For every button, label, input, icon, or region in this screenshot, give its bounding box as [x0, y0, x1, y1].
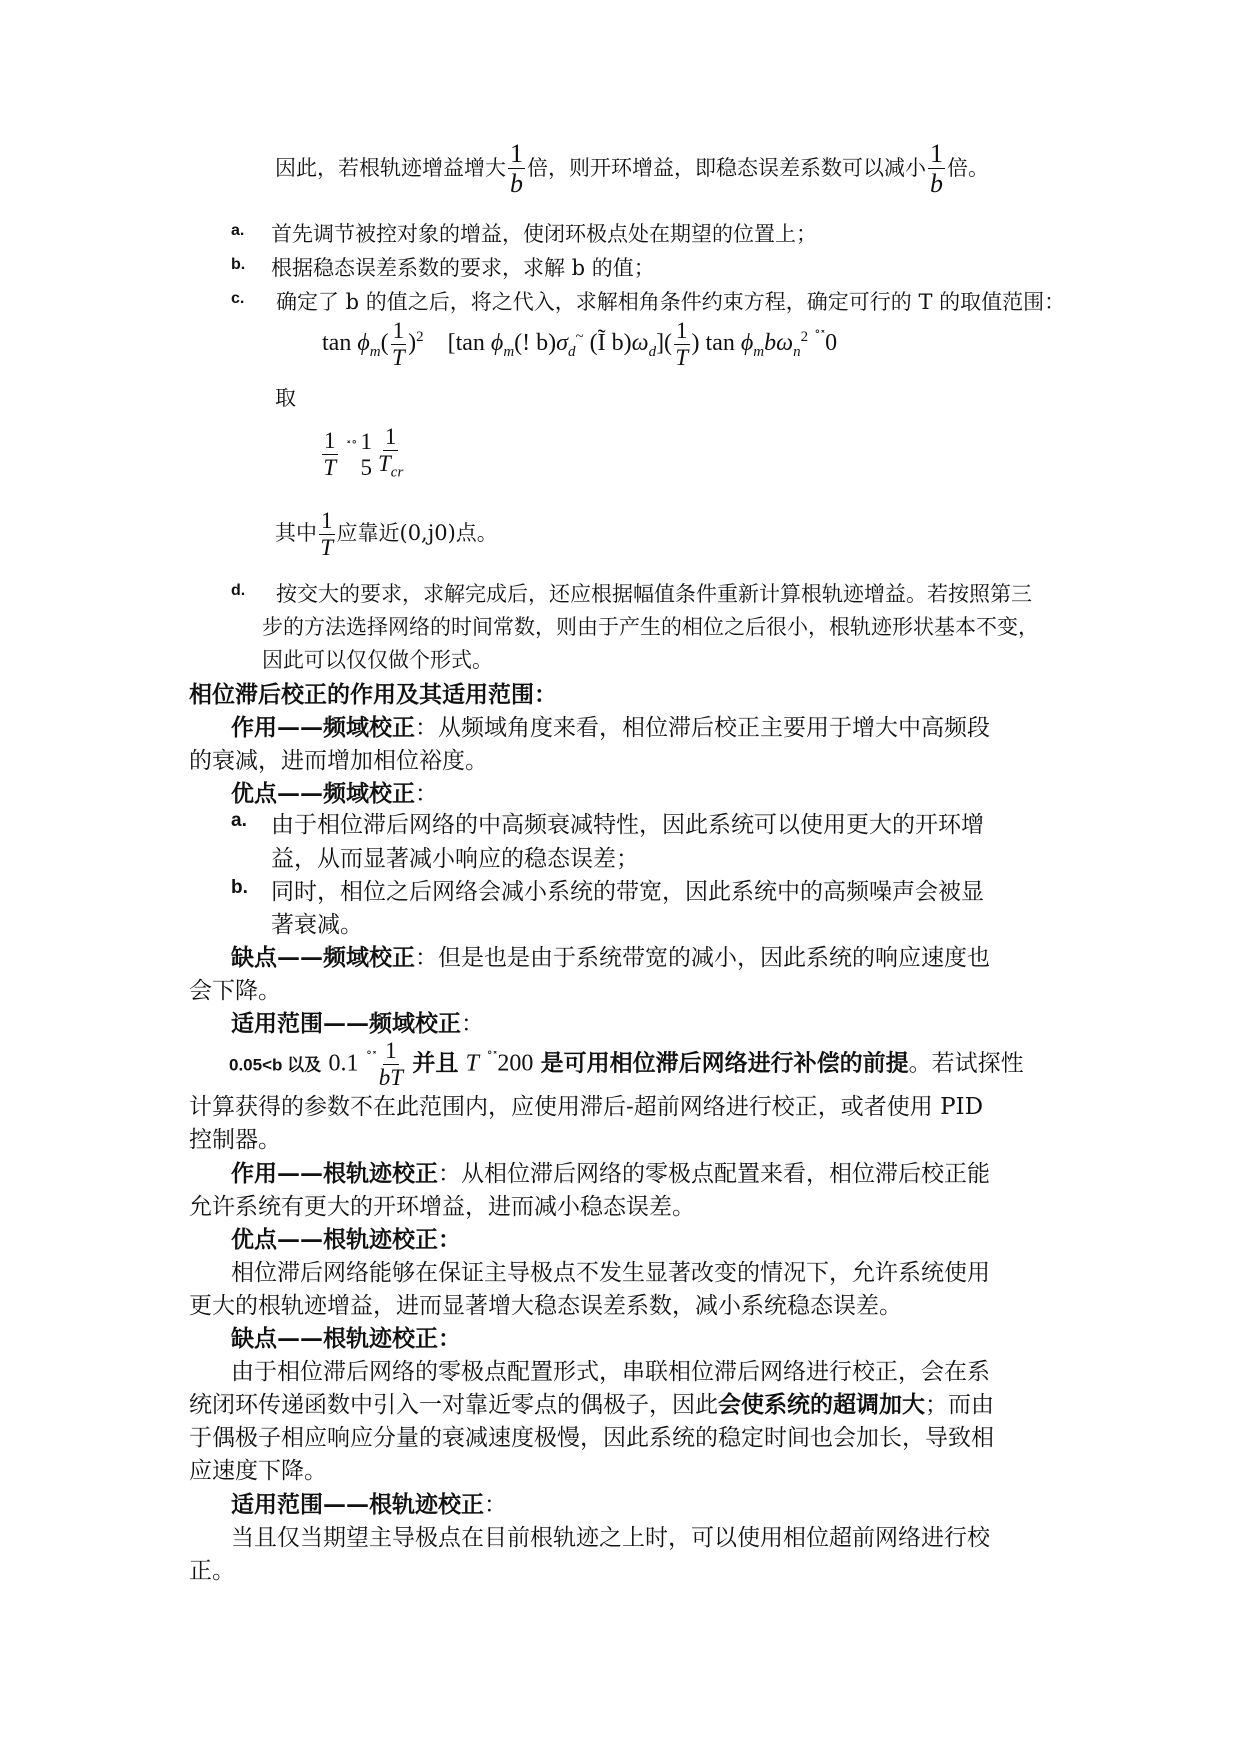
root-dis-line-4: 应速度下降。: [189, 1458, 327, 1484]
freq-adv-a-line-2: 益，从而显著减小响应的稳态误差；: [271, 846, 639, 872]
freq-adv-a-line-1: 由于相位滞后网络的中高频衰减特性，因此系统可以使用更大的开环增: [271, 812, 984, 838]
eq-omega-2: ω: [776, 330, 794, 357]
fraction-1-over-b: [508, 140, 525, 199]
step-d-line-3: 因此可以仅仅做个形式。: [262, 648, 493, 672]
step-b-label: b.: [231, 256, 246, 273]
eq-sup-2: 2: [416, 329, 424, 346]
fraction-denominator: bT: [378, 1065, 404, 1090]
fraction-numerator: 1: [324, 428, 336, 454]
root-scope-heading: 适用范围——根轨迹校正: [231, 1491, 484, 1518]
cond-relation-mark-2: ˚˟: [486, 1050, 498, 1066]
fraction-1-over-b-2: [928, 140, 945, 199]
eq2-T: T: [378, 451, 391, 476]
root-dis-line-2: [189, 1386, 994, 1419]
root-scope-line-2: 正。: [189, 1558, 235, 1584]
eq-fraction-1-over-T-2: [674, 318, 690, 371]
eq-sub-m: m: [369, 343, 381, 360]
fraction-numerator: 1: [360, 428, 372, 454]
eq2-fraction-1-over-tcr: [378, 424, 403, 486]
step-d-label: d.: [231, 582, 246, 599]
phase-constraint-equation: [322, 318, 837, 371]
freq-adv-heading-line: [231, 775, 438, 808]
eq2-sub-cr: cr: [390, 464, 404, 481]
freq-adv-b-line-1: 同时，相位之后网络会减小系统的带宽，因此系统中的高频噪声会被显: [271, 879, 984, 905]
fraction-denominator: T: [675, 345, 689, 370]
eq-phi-3: ϕ: [740, 330, 754, 357]
eq-phi: ϕ: [357, 330, 370, 357]
fraction-numerator: 1: [510, 139, 523, 168]
fraction-numerator: 1: [676, 318, 688, 343]
eq2-relation-mark: ˟˚: [345, 440, 357, 456]
eq-omega: ω: [631, 330, 649, 357]
fraction-denominator: T: [391, 345, 405, 370]
root-adv-line-1: 相位滞后网络能够在保证主导极点不发生显著改变的情况下，允许系统使用: [231, 1260, 990, 1286]
freq-adv-a-label: a.: [231, 810, 247, 831]
cond-and: 并且: [412, 1049, 459, 1077]
fraction-denominator: T: [320, 535, 334, 560]
eq-relation-mark: ˚˟: [814, 330, 826, 346]
intro-line: [275, 140, 989, 199]
root-effect-heading: 作用——根轨迹校正: [231, 1160, 438, 1187]
freq-scope-line-2: 计算获得的参数不在此范围内，应使用滞后-超前网络进行校正，或者使用 PID: [189, 1094, 984, 1120]
freq-scope-line-3: 控制器。: [189, 1127, 281, 1153]
root-effect-line-1: [231, 1155, 990, 1188]
fraction-numerator: 1: [392, 318, 405, 343]
fraction-denominator: 5: [360, 454, 372, 480]
eq2-fraction-1-over-5: [359, 429, 375, 481]
cond-relation-mark: ˚˟: [365, 1050, 377, 1066]
intro-text-2: 倍，则开环增益，即稳态误差系数可以减小: [527, 156, 926, 180]
root-scope-heading-line: [231, 1486, 507, 1519]
root-dis-heading: 缺点——根轨迹校正：: [231, 1325, 461, 1352]
step-a-text: 首先调节被控对象的增益，使闭环极点处在期望的位置上；: [271, 222, 817, 246]
freq-dis-line-2: 会下降。: [189, 978, 281, 1004]
freq-dis-line-1: [231, 939, 990, 972]
root-adv-heading: 优点——根轨迹校正：: [231, 1226, 461, 1253]
freq-scope-heading-line: [231, 1005, 484, 1038]
cond-T: T: [465, 1050, 480, 1077]
root-effect-text: ：从相位滞后网络的零极点配置来看，相位滞后校正能: [438, 1161, 990, 1187]
cond-bold-text: 是可用相位滞后网络进行补偿的前提: [540, 1049, 909, 1077]
eq-paren-close: ): [408, 330, 417, 357]
freq-dis-text: ：但是也是由于系统带宽的减小，因此系统的响应速度也: [415, 945, 990, 971]
freq-adv-colon: ：: [415, 781, 438, 807]
freq-adv-b-label: b.: [231, 877, 248, 898]
freq-adv-b-line-2: 著衰减。: [271, 912, 363, 938]
eq-b: b: [764, 330, 777, 357]
cond-fraction-1-over-bT: [379, 1038, 403, 1091]
eq-fraction-1-over-T: [391, 318, 407, 371]
eq-sub-d: d: [568, 343, 576, 360]
cond-value-2: 200: [497, 1050, 534, 1077]
note-suffix: 应靠近(0,j0)点。: [336, 521, 498, 545]
eq-tilde: ~: [575, 329, 584, 346]
cond-rest: 。若试探性: [908, 1050, 1024, 1077]
root-dis-text-a: 统闭环传递函数中引入一对靠近零点的偶极子，因此: [189, 1392, 718, 1418]
fraction-numerator: 1: [321, 508, 333, 533]
fraction-denominator: T: [323, 455, 337, 481]
root-scope-colon: ：: [484, 1492, 507, 1518]
step-d-line-2: 步的方法选择网络的时间常数，则由于产生的相位之后很小，根轨迹形状基本不变，: [262, 615, 1039, 639]
eq-sup-2b: 2: [800, 329, 809, 346]
eq-paren: (: [380, 330, 389, 357]
fraction-denominator: b: [930, 169, 943, 198]
eq-term-b-2: (Ĩ b): [583, 330, 632, 357]
root-scope-line-1: 当且仅当期望主导极点在目前根轨迹之上时，可以使用相位超前网络进行校: [231, 1525, 990, 1551]
fraction-numerator: 1: [930, 139, 943, 168]
freq-scope-condition: [229, 1038, 1024, 1091]
root-adv-line-2: 更大的根轨迹增益，进而显著增大稳态误差系数，减小系统稳态误差。: [189, 1293, 902, 1319]
cond-prefix: 0.05<b 以及: [229, 1055, 322, 1075]
take-label: 取: [275, 386, 296, 410]
freq-dis-heading: 缺点——频域校正: [231, 944, 415, 971]
eq-bracket-close: ](: [656, 330, 673, 357]
eq-bracket-tan: [tan: [447, 330, 485, 357]
t-choice-equation: [320, 424, 405, 486]
eq-sigma: σ: [556, 330, 568, 357]
fraction-denominator: b: [510, 169, 523, 198]
freq-effect-line-1: [231, 709, 990, 742]
root-dis-text-c: ；而由: [925, 1392, 994, 1418]
root-dis-line-1: 由于相位滞后网络的零极点配置形式，串联相位滞后网络进行校正，会在系: [231, 1359, 990, 1385]
section-title: 相位滞后校正的作用及其适用范围：: [189, 681, 557, 708]
freq-adv-heading: 优点——频域校正: [231, 780, 415, 807]
eq-term-b: (! b): [514, 330, 557, 357]
fraction-numerator: 1: [384, 424, 397, 449]
eq2-fraction-1-over-T: [322, 428, 338, 481]
fraction-denominator: [378, 451, 403, 486]
note-line: [275, 508, 498, 561]
eq-phi-2: ϕ: [490, 330, 504, 357]
eq-sub-m-3: m: [753, 343, 765, 360]
freq-scope-heading: 适用范围——频域校正: [231, 1010, 461, 1037]
step-a-label: a.: [231, 222, 245, 239]
eq-tan: tan: [322, 330, 352, 357]
cond-value-1: 0.1: [328, 1050, 359, 1077]
root-dis-line-3: 于偶极子相应响应分量的衰减速度极慢，因此系统的稳定时间也会加长，导致相: [189, 1425, 994, 1451]
step-d-line-1: 按交大的要求，求解完成后，还应根据幅值条件重新计算根轨迹增益。若按照第三: [276, 582, 1032, 606]
eq-sub-n: n: [793, 343, 801, 360]
step-c-label: c.: [231, 290, 245, 307]
intro-text-1: 因此，若根轨迹增益增大: [275, 156, 506, 180]
step-b-text: 根据稳态误差系数的要求，求解 b 的值；: [271, 256, 655, 280]
freq-effect-line-2: 的衰减，进而增加相位裕度。: [189, 748, 488, 774]
eq-sub-d-2: d: [648, 343, 657, 360]
fraction-numerator: 1: [385, 1038, 397, 1063]
freq-scope-colon: ：: [461, 1011, 484, 1037]
eq-sub-m-2: m: [503, 343, 515, 360]
intro-text-3: 倍。: [947, 156, 989, 180]
root-dis-bold: 会使系统的超调加大: [718, 1391, 925, 1418]
freq-effect-heading: 作用——频域校正: [231, 714, 415, 741]
note-prefix: 其中: [275, 521, 317, 545]
eq-zero: 0: [825, 330, 838, 357]
eq-tan-2: ) tan: [691, 330, 735, 357]
freq-effect-text: ：从频域角度来看，相位滞后校正主要用于增大中高频段: [415, 715, 990, 741]
step-c-text: 确定了 b 的值之后，将之代入，求解相角条件约束方程，确定可行的 T 的取值范围：: [276, 290, 1066, 314]
note-fraction-1-over-T: [319, 508, 335, 561]
root-effect-line-2: 允许系统有更大的开环增益，进而减小稳态误差。: [189, 1194, 695, 1220]
